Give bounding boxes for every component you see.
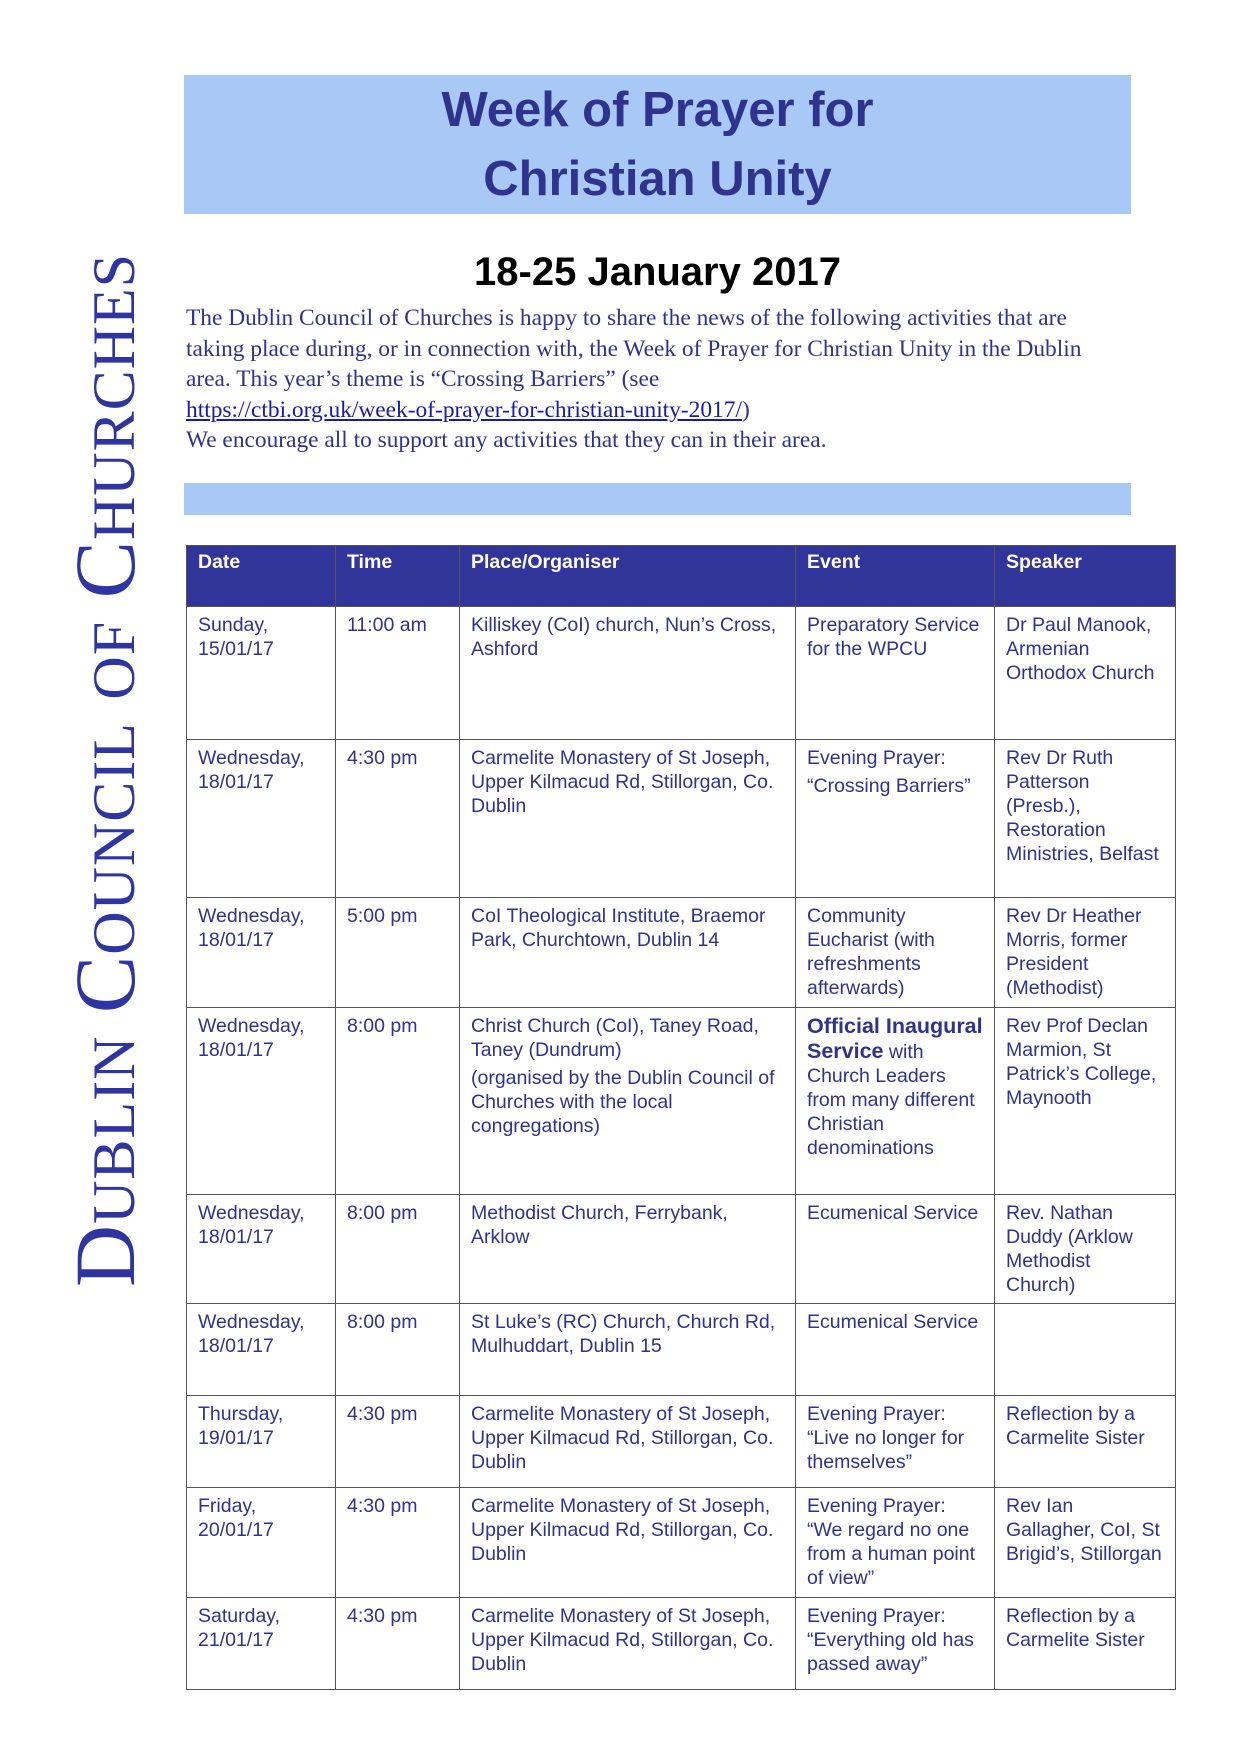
cell-time: 4:30 pm	[336, 1488, 460, 1598]
cell-date: Wednesday, 18/01/17	[187, 1008, 336, 1195]
table-row	[187, 740, 1176, 898]
intro-text: The Dublin Council of Churches is happy to share the news of the following activities that are taking place during, or in connection with, the Week of Prayer for Christian Unity in the Dublin area. This year’s theme is “Crossing Barriers” (see	[186, 305, 1082, 392]
cell-time: 4:30 pm	[336, 1396, 460, 1488]
cell-speaker: Reflection by a Carmelite Sister	[995, 1396, 1176, 1488]
event-dates: 18-25 January 2017	[474, 250, 841, 294]
cell-speaker: Reflection by a Carmelite Sister	[995, 1598, 1176, 1690]
cell-event: Evening Prayer: “Live no longer for themselves”	[796, 1396, 995, 1488]
header-date: Date	[187, 546, 336, 607]
cell-time: 8:00 pm	[336, 1304, 460, 1396]
table-row	[187, 898, 1176, 1008]
event-line-1: Evening Prayer:	[807, 747, 946, 769]
cell-time: 5:00 pm	[336, 898, 460, 1008]
cell-speaker: Dr Paul Manook, Armenian Orthodox Church	[995, 607, 1176, 740]
table-row	[187, 1396, 1176, 1488]
cell-speaker	[995, 1304, 1176, 1396]
title-line-2: Christian Unity	[483, 151, 832, 206]
cell-date: Sunday, 15/01/17	[187, 607, 336, 740]
cell-time: 11:00 am	[336, 607, 460, 740]
cell-date: Friday, 20/01/17	[187, 1488, 336, 1598]
cell-event: Evening Prayer: “We regard no one from a human point of view”	[796, 1488, 995, 1598]
title-banner	[184, 75, 1131, 214]
cell-time: 8:00 pm	[336, 1008, 460, 1195]
cell-time: 4:30 pm	[336, 740, 460, 898]
cell-speaker: Rev. Nathan Duddy (Arklow Methodist Church)	[995, 1195, 1176, 1304]
cell-place: Carmelite Monastery of St Joseph, Upper Kilmacud Rd, Stillorgan, Co. Dublin	[460, 1598, 796, 1690]
header-speaker: Speaker	[995, 546, 1176, 607]
intro-close-paren: )	[741, 396, 750, 423]
intro-paragraph	[186, 303, 1126, 456]
cell-event: Community Eucharist (with refreshments afterwards)	[796, 898, 995, 1008]
table-header-row	[187, 546, 1176, 607]
cell-place: Carmelite Monastery of St Joseph, Upper Kilmacud Rd, Stillorgan, Co. Dublin	[460, 1396, 796, 1488]
event-line-2: “Crossing Barriers”	[807, 775, 971, 797]
table-row	[187, 1598, 1176, 1690]
cell-time: 8:00 pm	[336, 1195, 460, 1304]
cell-date: Wednesday, 18/01/17	[187, 898, 336, 1008]
cell-speaker: Rev Ian Gallagher, CoI, St Brigid’s, Stillorgan	[995, 1488, 1176, 1598]
cell-date: Saturday, 21/01/17	[187, 1598, 336, 1690]
title-line-1: Week of Prayer for	[441, 82, 874, 137]
place-note: (organised by the Dublin Council of Churches with the local congregations)	[471, 1067, 775, 1137]
cell-date: Thursday, 19/01/17	[187, 1396, 336, 1488]
cell-place: Methodist Church, Ferrybank, Arklow	[460, 1195, 796, 1304]
cell-place: CoI Theological Institute, Braemor Park, Churchtown, Dublin 14	[460, 898, 796, 1008]
sidebar-wrapper	[57, 70, 153, 1470]
cell-event: Ecumenical Service	[796, 1195, 995, 1304]
table-row	[187, 607, 1176, 740]
table-row	[187, 1304, 1176, 1396]
table-row	[187, 1008, 1176, 1195]
cell-event	[796, 740, 995, 898]
cell-event: Evening Prayer: “Everything old has passed away”	[796, 1598, 995, 1690]
header-time: Time	[336, 546, 460, 607]
table-row	[187, 1488, 1176, 1598]
cell-event: Preparatory Service for the WPCU	[796, 607, 995, 740]
cell-speaker: Rev Dr Heather Morris, former President (Methodist)	[995, 898, 1176, 1008]
cell-date: Wednesday, 18/01/17	[187, 1304, 336, 1396]
header-event: Event	[796, 546, 995, 607]
event-bold-title: Official Inaugural Service	[807, 1014, 983, 1063]
cell-place: Killiskey (CoI) church, Nun’s Cross, Ashford	[460, 607, 796, 740]
cell-place	[460, 1008, 796, 1195]
place-main: Christ Church (CoI), Taney Road, Taney (Dundrum)	[471, 1015, 759, 1061]
cell-place: Carmelite Monastery of St Joseph, Upper Kilmacud Rd, Stillorgan, Co. Dublin	[460, 1488, 796, 1598]
sidebar-title: Dublin Council of Churches	[57, 252, 153, 1288]
divider-band	[184, 483, 1131, 515]
events-table	[186, 545, 1176, 1690]
cell-place: Carmelite Monastery of St Joseph, Upper Kilmacud Rd, Stillorgan, Co. Dublin	[460, 740, 796, 898]
cell-speaker: Rev Prof Declan Marmion, St Patrick’s College, Maynooth	[995, 1008, 1176, 1195]
intro-encouragement: We encourage all to support any activities that they can in their area.	[186, 427, 827, 453]
table-row	[187, 1195, 1176, 1304]
cell-time: 4:30 pm	[336, 1598, 460, 1690]
cell-place: St Luke’s (RC) Church, Church Rd, Mulhuddart, Dublin 15	[460, 1304, 796, 1396]
cell-event	[796, 1008, 995, 1195]
header-place: Place/Organiser	[460, 546, 796, 607]
cell-date: Wednesday, 18/01/17	[187, 740, 336, 898]
cell-speaker: Rev Dr Ruth Patterson (Presb.), Restoration Ministries, Belfast	[995, 740, 1176, 898]
cell-event: Ecumenical Service	[796, 1304, 995, 1396]
theme-link[interactable]: https://ctbi.org.uk/week-of-prayer-for-christian-unity-2017/	[186, 396, 742, 423]
event-rest: with Church Leaders from many different Christian denominations	[807, 1041, 975, 1159]
cell-date: Wednesday, 18/01/17	[187, 1195, 336, 1304]
